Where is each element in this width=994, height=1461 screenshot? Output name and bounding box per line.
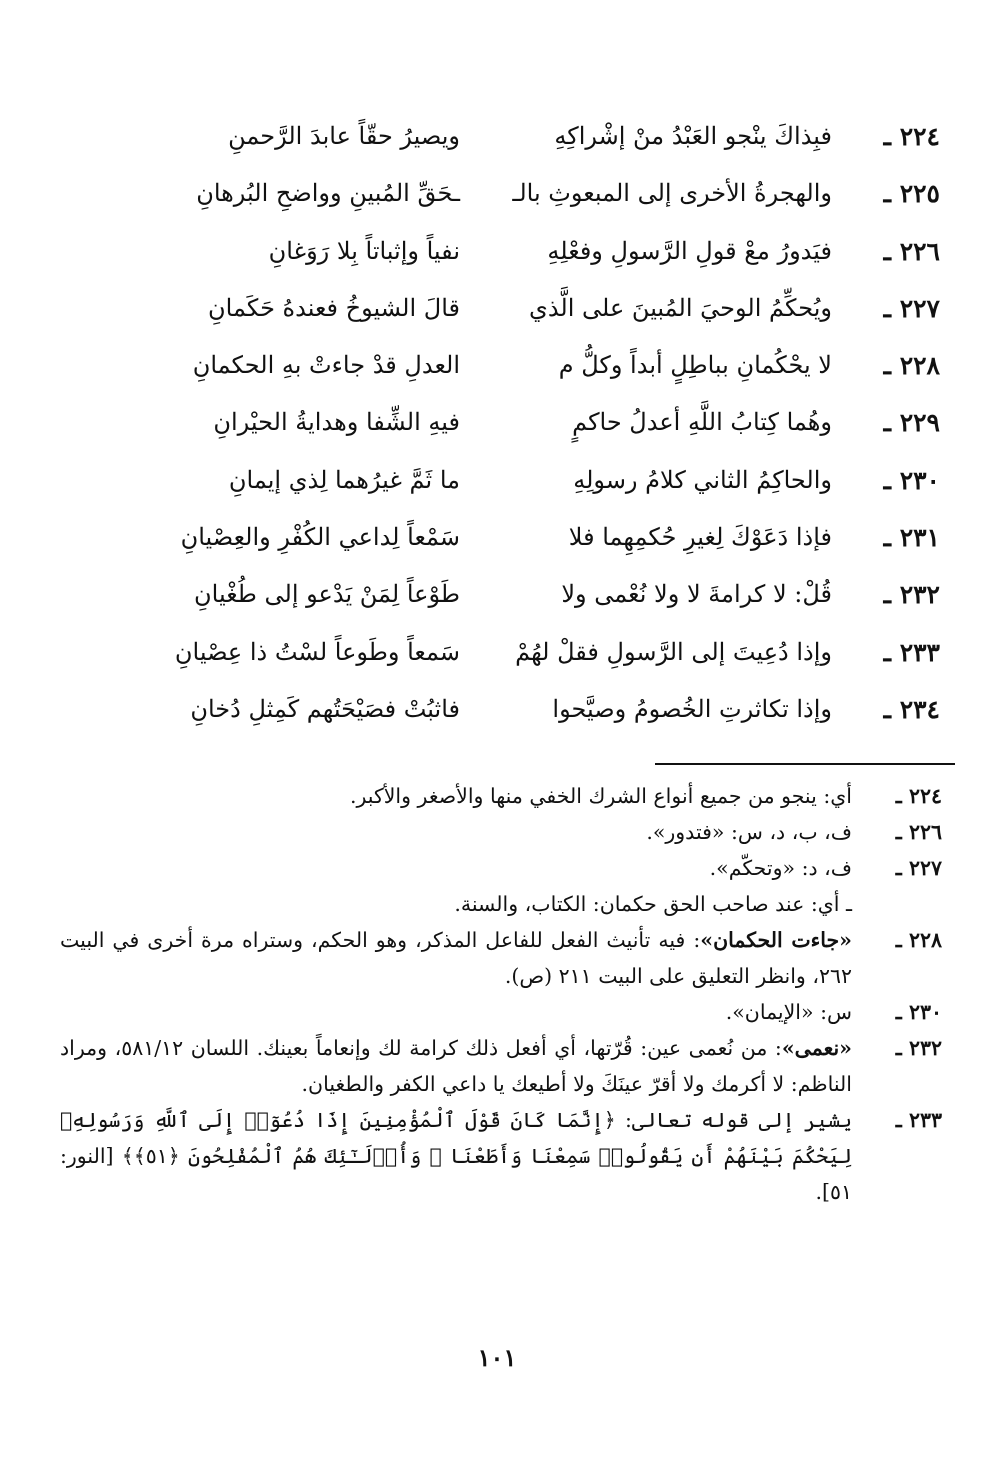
verse-230 <box>70 456 940 513</box>
verse-second-hemistich: نفياً وإثباتاً بِلا رَوَغانِ <box>268 236 460 265</box>
verse-number: ٢٣١ ـ <box>883 523 940 553</box>
footnote-227 <box>60 850 942 922</box>
verse-second-hemistich: ويصيرُ حقّاً عابدَ الرَّحمنِ <box>228 122 460 150</box>
footnote-text: : من نُعمى عين: قُرّتها، أي أفعل ذلك كرامة لك وإنعاماً بعينك. اللسان ٥٨١/١٢، ومراد الناظم: لا أكرمك ولا أقرّ عينَكَ ولا أطيعك يا داعي الكفر والطغيان. <box>60 1036 852 1096</box>
footnote-number: ٢٢٧ ـ <box>895 856 942 880</box>
footnote-230 <box>60 994 942 1030</box>
verse-second-hemistich: ـحَقِّ المُبينِ وواضحِ البُرهانِ <box>196 179 460 208</box>
verse-first-hemistich: وإذا دُعِيتَ إلى الرَّسولِ فقلْ لهُمْ <box>515 637 832 666</box>
verse-first-hemistich: فيَدورُ معْ قولِ الرَّسولِ وفعْلِهِ <box>547 236 832 265</box>
verse-number: ٢٢٨ ـ <box>883 351 940 381</box>
verse-first-hemistich: وإذا تكاثرتِ الخُصومُ وصيَّحوا <box>552 694 832 723</box>
verse-first-hemistich: وهُما كِتابُ اللَّهِ أعدلُ حاكمٍ <box>572 408 832 437</box>
footnote-text: ف، د: «وتحكّم». <box>709 856 852 880</box>
footnote-divider <box>655 763 955 765</box>
verse-first-hemistich: ويُحكِّمُ الوحيَ المُبينَ على الَّذي <box>529 293 832 322</box>
footnote-text: يشير إلى قوله تعالى: ﴿إِنَّمَا كَانَ قَوْلَ ٱلْمُؤْمِنِينَ إِذَا دُعُوٓا۟ إِلَى ٱللَّهِ وَرَسُولِهِۦ لِيَحْكُمَ بَيْنَهُمْ أَن يَقُولُوا۟ سَمِعْنَا وَأَطَعْنَا ۚ وَأُو۟لَـٰٓئِكَ هُمُ ٱلْمُفْلِحُونَ ﴿٥١﴾﴾ [النور: ٥١]. <box>60 1108 853 1204</box>
footnote-224 <box>60 778 942 814</box>
footnote-number: ٢٣٣ ـ <box>895 1108 942 1132</box>
verse-226 <box>70 227 940 284</box>
verse-233 <box>70 628 940 685</box>
verse-first-hemistich: فبِذاكَ ينْجو العَبْدُ منْ إشْراكِهِ <box>554 122 832 150</box>
footnote-number: ٢٢٤ ـ <box>895 784 942 808</box>
footnote-term: «جاءت الحكمان» <box>700 928 852 952</box>
verse-first-hemistich: والحاكِمُ الثاني كلامُ رسولِهِ <box>573 465 832 494</box>
verse-second-hemistich: العدلِ قدْ جاءتْ بهِ الحكمانِ <box>192 351 460 380</box>
verse-second-hemistich: فاثبُتْ فصَيْحَتُهم كَمِثلِ دُخانِ <box>190 694 460 723</box>
verse-first-hemistich: قُلْ: لا كرامةَ لا ولا نُعْمى ولا <box>561 580 832 609</box>
verse-229 <box>70 398 940 455</box>
verse-231 <box>70 513 940 570</box>
footnote-226 <box>60 814 942 850</box>
footnote-232 <box>60 1030 942 1102</box>
verse-second-hemistich: سَمْعاً لِداعي الكُفْرِ والعِصْيانِ <box>180 523 460 552</box>
footnote-228 <box>60 922 942 994</box>
verse-first-hemistich: فإذا دَعَوْكَ لِغيرِ حُكمِهِما فلا <box>568 523 832 552</box>
verse-number: ٢٣٣ ـ <box>883 637 940 667</box>
footnote-233 <box>60 1102 942 1210</box>
footnote-text: أي: ينجو من جميع أنواع الشرك الخفي منها والأصغر والأكبر. <box>349 784 852 808</box>
verse-second-hemistich: فيهِ الشِّفا وهدايةُ الحيْرانِ <box>213 408 460 437</box>
footnote-subnote: ـ أي: عند صاحب الحق حكمان: الكتاب، والسنة. <box>454 892 852 916</box>
verses-block <box>70 112 940 742</box>
verse-232 <box>70 570 940 627</box>
verse-225 <box>70 169 940 226</box>
footnote-number: ٢٢٦ ـ <box>895 820 942 844</box>
verse-number: ٢٣٠ ـ <box>883 465 940 495</box>
footnote-text: س: «الإيمان». <box>725 1000 852 1024</box>
footnote-text: ف، ب، د، س: «فتدور». <box>646 820 852 844</box>
verse-second-hemistich: قالَ الشيوخُ فعندهُ حَكَمانِ <box>208 293 460 322</box>
page-number: ١٠١ <box>477 1343 517 1372</box>
verse-second-hemistich: ما ثَمَّ غيرُهما لِذي إيمانِ <box>228 465 460 494</box>
verse-227 <box>70 284 940 341</box>
verse-228 <box>70 341 940 398</box>
footnote-number: ٢٢٨ ـ <box>895 928 942 952</box>
verse-second-hemistich: سَمعاً وطَوعاً لسْتُ ذا عِصْيانِ <box>174 637 460 666</box>
verse-number: ٢٢٥ ـ <box>883 179 940 209</box>
verse-number: ٢٢٧ ـ <box>883 293 940 323</box>
verse-234 <box>70 685 940 742</box>
verse-second-hemistich: طَوْعاً لِمَنْ يَدْعو إلى طُغْيانِ <box>194 580 460 609</box>
verse-number: ٢٣٢ ـ <box>883 580 940 610</box>
footnote-text: : فيه تأنيث الفعل للفاعل المذكر، وهو الحكم، وستراه مرة أخرى في البيت ٢٦٢، وانظر التعليق على البيت ٢١١ (ص). <box>60 928 852 988</box>
verse-first-hemistich: لا يحْكُمانِ بباطِلٍ أبداً وكلُّ م <box>558 351 832 380</box>
verse-224 <box>70 112 940 169</box>
verse-number: ٢٣٤ ـ <box>883 694 940 724</box>
verse-number: ٢٢٦ ـ <box>883 236 940 266</box>
footnotes <box>60 778 942 1210</box>
footnote-number: ٢٣٢ ـ <box>895 1036 942 1060</box>
verse-first-hemistich: والهجرةُ الأخرى إلى المبعوثِ بالـ <box>512 179 832 208</box>
footnote-number: ٢٣٠ ـ <box>895 1000 942 1024</box>
verse-number: ٢٢٩ ـ <box>883 408 940 438</box>
verse-number: ٢٢٤ ـ <box>883 122 940 151</box>
footnote-term: «نعمى» <box>781 1036 852 1060</box>
